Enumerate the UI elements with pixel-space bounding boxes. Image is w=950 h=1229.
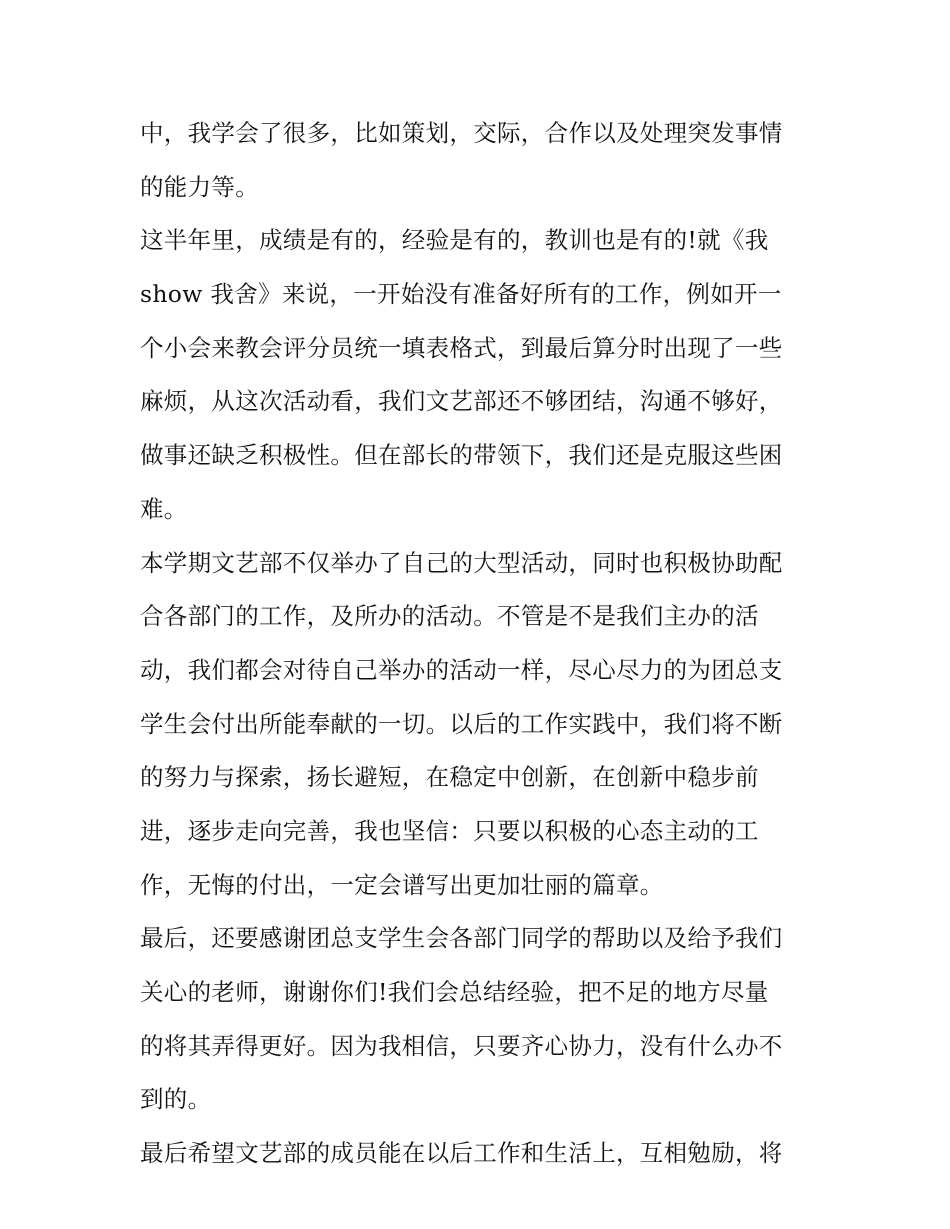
text-line: 合各部门的工作，及所办的活动。不管是不是我们主办的活	[140, 602, 759, 631]
text-line: 的努力与探索，扬长避短，在稳定中创新，在创新中稳步前	[140, 763, 759, 792]
text-line: show 我舍》来说，一开始没有准备好所有的工作，例如开一	[140, 280, 782, 309]
text-line: 最后，还要感谢团总支学生会各部门同学的帮助以及给予我们	[140, 924, 783, 953]
text-line: 到的。	[140, 1085, 212, 1114]
text-line: 动，我们都会对待自己举办的活动一样，尽心尽力的为团总支	[140, 655, 783, 684]
text-line: 的能力等。	[140, 172, 259, 201]
text-line: 中，我学会了很多，比如策划，交际，合作以及处理突发事情	[140, 119, 783, 147]
text-line: 进，逐步走向完善，我也坚信：只要以积极的心态主动的工	[140, 816, 759, 845]
text-line: 学生会付出所能奉献的一切。以后的工作实践中，我们将不断	[140, 709, 783, 738]
text-line: 本学期文艺部不仅举办了自己的大型活动，同时也积极协助配	[140, 548, 783, 577]
text-line: 的将其弄得更好。因为我相信，只要齐心协力，没有什么办不	[140, 1031, 783, 1060]
text-line: 麻烦，从这次活动看，我们文艺部还不够团结，沟通不够好，	[140, 387, 783, 416]
text-line: 做事还缺乏积极性。但在部长的带领下，我们还是克服这些困	[140, 441, 783, 470]
body-text	[140, 107, 820, 1181]
text-line: 难。	[140, 494, 188, 523]
text-line: 这半年里，成绩是有的，经验是有的，教训也是有的!就《我	[140, 226, 769, 255]
text-line: 个小会来教会评分员统一填表格式，到最后算分时出现了一些	[140, 333, 783, 362]
text-line: 最后希望文艺部的成员能在以后工作和生活上，互相勉励，将	[140, 1139, 783, 1168]
text-line: 作，无悔的付出，一定会谱写出更加壮丽的篇章。	[140, 870, 664, 899]
text-line: 关心的老师，谢谢你们!我们会总结经验，把不足的地方尽量	[140, 978, 769, 1006]
